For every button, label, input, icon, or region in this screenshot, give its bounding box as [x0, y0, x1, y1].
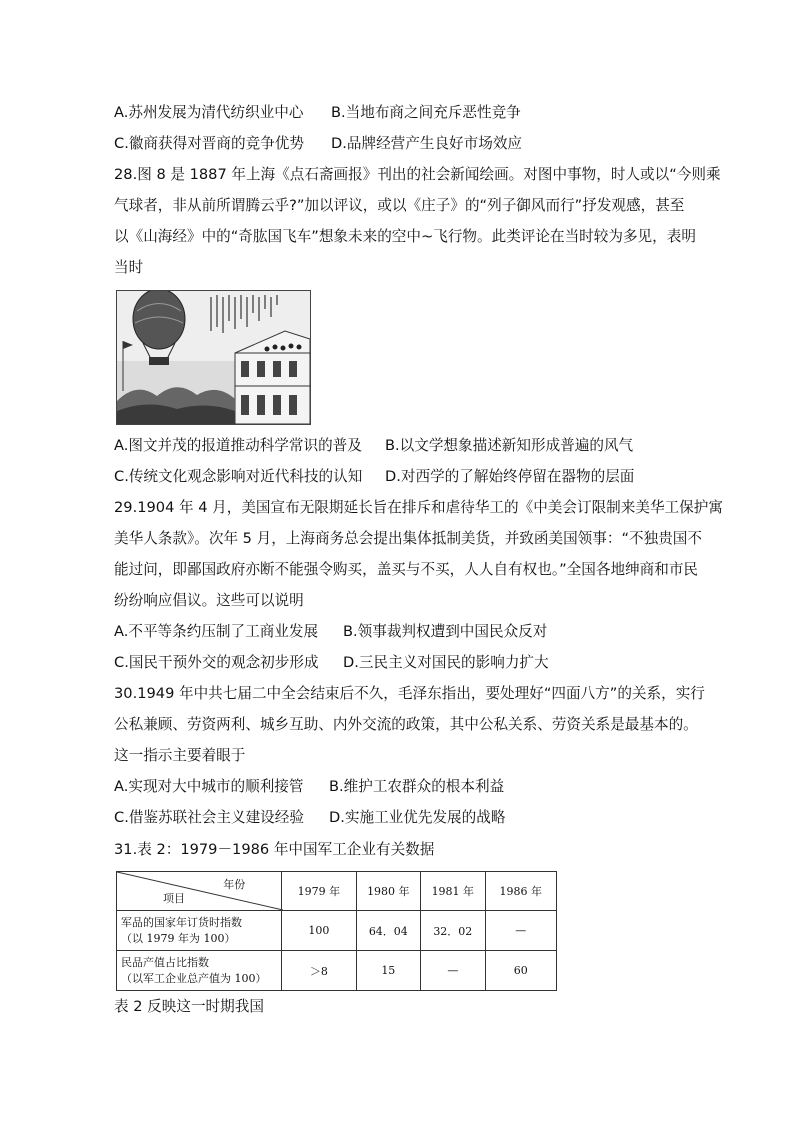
q27-option-d: D.品牌经营产生良好市场效应 — [331, 135, 523, 152]
q30-option-d: D.实施工业优先发展的战略 — [329, 809, 506, 826]
diagonal-divider — [117, 872, 283, 910]
year-header: 1981 年 — [421, 872, 486, 911]
q29-option-a: A.不平等条约压制了工商业发展 — [114, 623, 319, 640]
q29-stem-line-3: 能过问，即鄙国政府亦断不能强令购买，盖买与不买，人人自有权也。”全国各地绅商和市民 — [114, 561, 699, 578]
row-label-line: 民品产值占比指数 — [121, 955, 209, 969]
table-cell: — — [421, 951, 486, 991]
q27-option-c: C.徽商获得对晋商的竞争优势 — [114, 135, 304, 152]
q30-stem-line-3: 这一指示主要着眼于 — [114, 747, 246, 764]
q31-footer: 表 2 反映这一时期我国 — [114, 998, 264, 1015]
corner-label-item: 项目 — [163, 892, 185, 905]
corner-label-year: 年份 — [223, 878, 246, 891]
q27-option-b: B.当地布商之间充斥恶性竞争 — [331, 104, 521, 121]
table-cell: ＞8 — [282, 951, 356, 991]
q28-stem-line-3: 以《山海经》中的“奇肱国飞车”想象未来的空中~飞行物。此类评论在当时较为多见，表明 — [114, 228, 696, 245]
table-cell: 64．04 — [356, 911, 421, 951]
q28-option-b: B.以文学想象描述新知形成普遍的风气 — [385, 437, 634, 454]
row-label — [117, 911, 282, 951]
row-label — [117, 951, 282, 991]
table-row — [117, 911, 557, 951]
q29-stem-line-4: 纷纷响应倡议。这些可以说明 — [114, 592, 304, 609]
row-label-note: （以 1979 年为 100） — [121, 931, 236, 945]
table-row — [117, 951, 557, 991]
q29-option-d: D.三民主义对国民的影响力扩大 — [343, 654, 549, 671]
q27-option-a: A.苏州发展为清代纺织业中心 — [114, 104, 304, 121]
q28-option-c: C.传统文化观念影响对近代科技的认知 — [114, 468, 363, 485]
q30-option-c: C.借鉴苏联社会主义建设经验 — [114, 809, 304, 826]
year-header: 1980 年 — [356, 872, 421, 911]
row-label-line: 军品的国家年订货时指数 — [121, 915, 242, 929]
row-label-note: （以军工企业总产值为 100） — [121, 971, 267, 985]
q28-stem-line-4: 当时 — [114, 259, 144, 276]
q31-title: 31.表 2：1979－1986 年中国军工企业有关数据 — [114, 841, 435, 858]
q28-stem-line-2: 气球者，非从前所谓腾云乎?”加以评议，或以《庄子》的“列子御风而行”抒发观感，甚至 — [114, 197, 685, 214]
table-cell: 32．02 — [421, 911, 486, 951]
q29-option-c: C.国民干预外交的观念初步形成 — [114, 654, 319, 671]
table-cell: 100 — [282, 911, 356, 951]
year-header: 1979 年 — [282, 872, 356, 911]
q28-option-d: D.对西学的了解始终停留在器物的层面 — [385, 468, 635, 485]
table-cell: — — [485, 911, 556, 951]
q30-option-a: A.实现对大中城市的顺利接管 — [114, 778, 304, 795]
q30-stem-line-1: 30.1949 年中共七届二中全会结束后不久，毛泽东指出，要处理好“四面八方”的关系，实行 — [114, 685, 705, 702]
q29-option-b: B.领事裁判权遭到中国民众反对 — [343, 623, 548, 640]
table-cell: 60 — [485, 951, 556, 991]
q30-option-b: B.维护工农群众的根本利益 — [329, 778, 505, 795]
q28-stem-line-1: 28.图 8 是 1887 年上海《点石斋画报》刊出的社会新闻绘画。对图中事物，时人或以“今则乘 — [114, 166, 721, 183]
table-corner-header — [117, 872, 282, 911]
balloon-news-illustration — [116, 290, 311, 425]
military-industry-table — [116, 871, 557, 991]
q29-stem-line-1: 29.1904 年 4 月，美国宣布无限期延长旨在排斥和虐待华工的《中美会订限制来美华工保护寓 — [114, 499, 723, 516]
q29-stem-line-2: 美华人条款》。次年 5 月，上海商务总会提出集体抵制美货，并致函美国领事：“不独贵国不 — [114, 530, 702, 547]
table-cell: 15 — [356, 951, 421, 991]
q30-stem-line-2: 公私兼顾、劳资两利、城乡互助、内外交流的政策，其中公私关系、劳资关系是最基本的。 — [114, 716, 698, 733]
year-header: 1986 年 — [485, 872, 556, 911]
q28-option-a: A.图文并茂的报道推动科学常识的普及 — [114, 437, 362, 454]
